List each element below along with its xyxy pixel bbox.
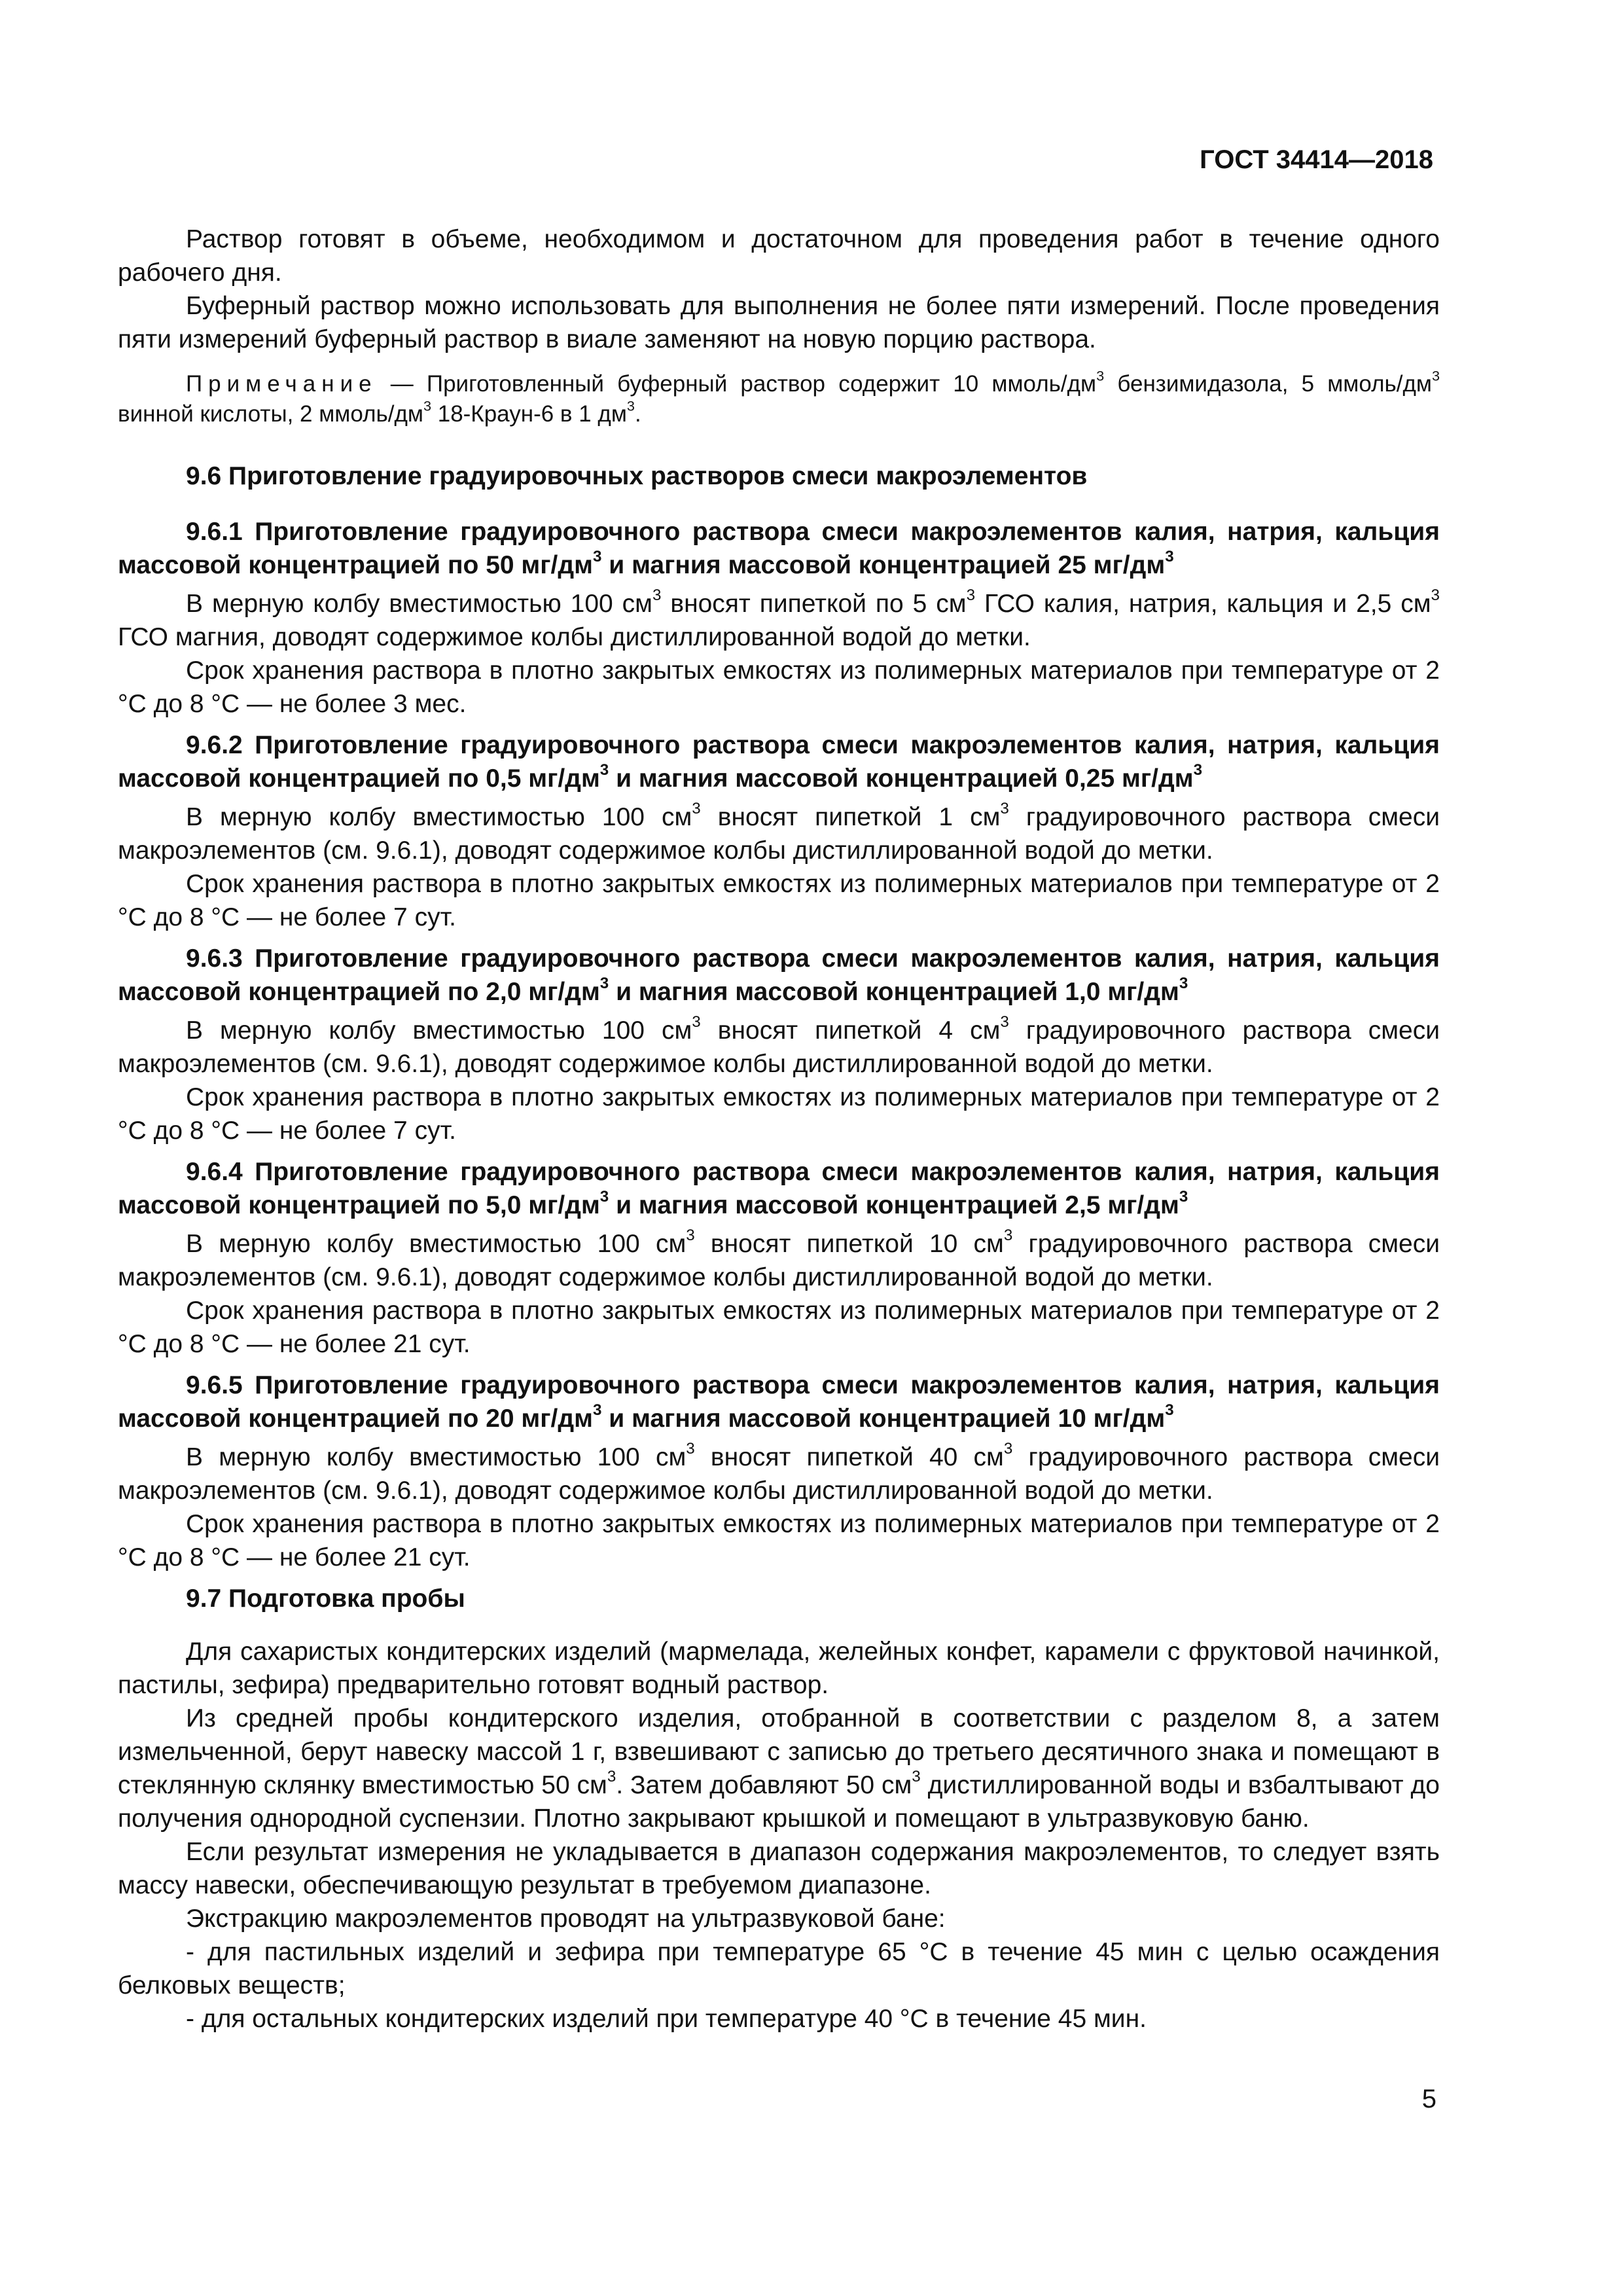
note-label: Примечание bbox=[186, 371, 378, 397]
page-number: 5 bbox=[1421, 2085, 1436, 2113]
note: Примечание — Приготовленный буферный раствор содержит 10 ммоль/$дм^3$ бензимидазола, 5 ммоль/$дм^3$ винной кислоты, 2 ммоль/$дм^3$ 18-Краун-6 в 1 $дм^3$. bbox=[118, 367, 1440, 427]
paragraph: В мерную колбу вместимостью 100 $см^3$ вносят пипеткой 10 $см^3$ градуировочного раствора смеси макроэлементов (см. 9.6.1), доводят содержимое колбы дистиллированной водой до метки. bbox=[118, 1226, 1440, 1291]
standard-code: ГОСТ 34414—2018 bbox=[1200, 145, 1433, 174]
paragraph: Срок хранения раствора в плотно закрытых емкостях из полимерных материалов при температуре от 2 °С до 8 °С — не более 21 сут. bbox=[118, 1510, 1440, 1571]
subsection-heading: 9.6.1 Приготовление градуировочного раствора смеси макроэлементов калия, натрия, кальция массовой концентрацией по 50 $мг/дм^3$ и магния массовой концентрацией 25 $мг/дм^3$ bbox=[118, 518, 1440, 579]
paragraph: Срок хранения раствора в плотно закрытых емкостях из полимерных материалов при температуре от 2 °С до 8 °С — не более 3 мес. bbox=[118, 656, 1440, 718]
paragraph: Буферный раствор можно использовать для выполнения не более пяти измерений. После проведения пяти измерений буферный раствор в виале заменяют на новую порцию раствора. bbox=[118, 292, 1440, 353]
paragraph: Экстракцию макроэлементов проводят на ультразвуковой бане: bbox=[186, 1905, 946, 1933]
paragraph: Для сахаристых кондитерских изделий (мармелада, желейных конфет, карамели с фруктовой начинкой, пастилы, зефира) предварительно готовят водный раствор. bbox=[118, 1638, 1440, 1699]
subsection-heading: 9.6.3 Приготовление градуировочного раствора смеси макроэлементов калия, натрия, кальция массовой концентрацией по 2,0 $мг/дм^3$ и магния массовой концентрацией 1,0 $мг/дм^3$ bbox=[118, 944, 1440, 1006]
paragraph: В мерную колбу вместимостью 100 $см^3$ вносят пипеткой 4 $см^3$ градуировочного раствора смеси макроэлементов (см. 9.6.1), доводят содержимое колбы дистиллированной водой до метки. bbox=[118, 1013, 1440, 1078]
paragraph: Раствор готовят в объеме, необходимом и достаточном для проведения работ в течение одного рабочего дня. bbox=[118, 225, 1440, 287]
paragraph: В мерную колбу вместимостью 100 $см^3$ вносят пипеткой по 5 $см^3$ ГСО калия, натрия, кальция и 2,5 $см^3$ ГСО магния, доводят содержимое колбы дистиллированной водой до метки. bbox=[118, 586, 1440, 651]
document-body bbox=[118, 223, 1440, 2036]
paragraph: Срок хранения раствора в плотно закрытых емкостях из полимерных материалов при температуре от 2 °С до 8 °С — не более 21 сут. bbox=[118, 1297, 1440, 1358]
paragraph: Срок хранения раствора в плотно закрытых емкостях из полимерных материалов при температуре от 2 °С до 8 °С — не более 7 сут. bbox=[118, 1083, 1440, 1145]
section-heading: 9.6 Приготовление градуировочных растворов смеси макроэлементов bbox=[186, 462, 1088, 490]
paragraph: В мерную колбу вместимостью 100 $см^3$ вносят пипеткой 1 $см^3$ градуировочного раствора смеси макроэлементов (см. 9.6.1), доводят содержимое колбы дистиллированной водой до метки. bbox=[118, 799, 1440, 865]
paragraph: - для остальных кондитерских изделий при температуре 40 °С в течение 45 мин. bbox=[186, 2005, 1147, 2033]
paragraph: Срок хранения раствора в плотно закрытых емкостях из полимерных материалов при температуре от 2 °С до 8 °С — не более 7 сут. bbox=[118, 870, 1440, 931]
section-heading: 9.7 Подготовка пробы bbox=[186, 1585, 465, 1613]
subsection-heading: 9.6.5 Приготовление градуировочного раствора смеси макроэлементов калия, натрия, кальция массовой концентрацией по 20 $мг/дм^3$ и магния массовой концентрацией 10 $мг/дм^3$ bbox=[118, 1371, 1440, 1433]
paragraph: Если результат измерения не укладывается в диапазон содержания макроэлементов, то следует взять массу навески, обеспечивающую результат в требуемом диапазоне. bbox=[118, 1838, 1440, 1899]
paragraph: В мерную колбу вместимостью 100 $см^3$ вносят пипеткой 40 $см^3$ градуировочного раствора смеси макроэлементов (см. 9.6.1), доводят содержимое колбы дистиллированной водой до метки. bbox=[118, 1439, 1440, 1505]
paragraph: - для пастильных изделий и зефира при температуре 65 °С в течение 45 мин с целью осаждения белковых веществ; bbox=[118, 1938, 1440, 2000]
paragraph: Из средней пробы кондитерского изделия, отобранной в соответствии с разделом 8, а затем измельченной, берут навеску массой 1 г, взвешивают с записью до третьего десятичного знака и помещают в стеклянную склянку вместимостью 50 $см^3$. Затем добавляют 50 $см^3$ дистиллированной воды и взбалтывают до получения однородной суспензии. Плотно закрывают крышкой и помещают в ультразвуковую баню. bbox=[118, 1704, 1440, 1833]
subsection-heading: 9.6.4 Приготовление градуировочного раствора смеси макроэлементов калия, натрия, кальция массовой концентрацией по 5,0 $мг/дм^3$ и магния массовой концентрацией 2,5 $мг/дм^3$ bbox=[118, 1158, 1440, 1219]
subsection-heading: 9.6.2 Приготовление градуировочного раствора смеси макроэлементов калия, натрия, кальция массовой концентрацией по 0,5 $мг/дм^3$ и магния массовой концентрацией 0,25 $мг/дм^3$ bbox=[118, 731, 1440, 793]
